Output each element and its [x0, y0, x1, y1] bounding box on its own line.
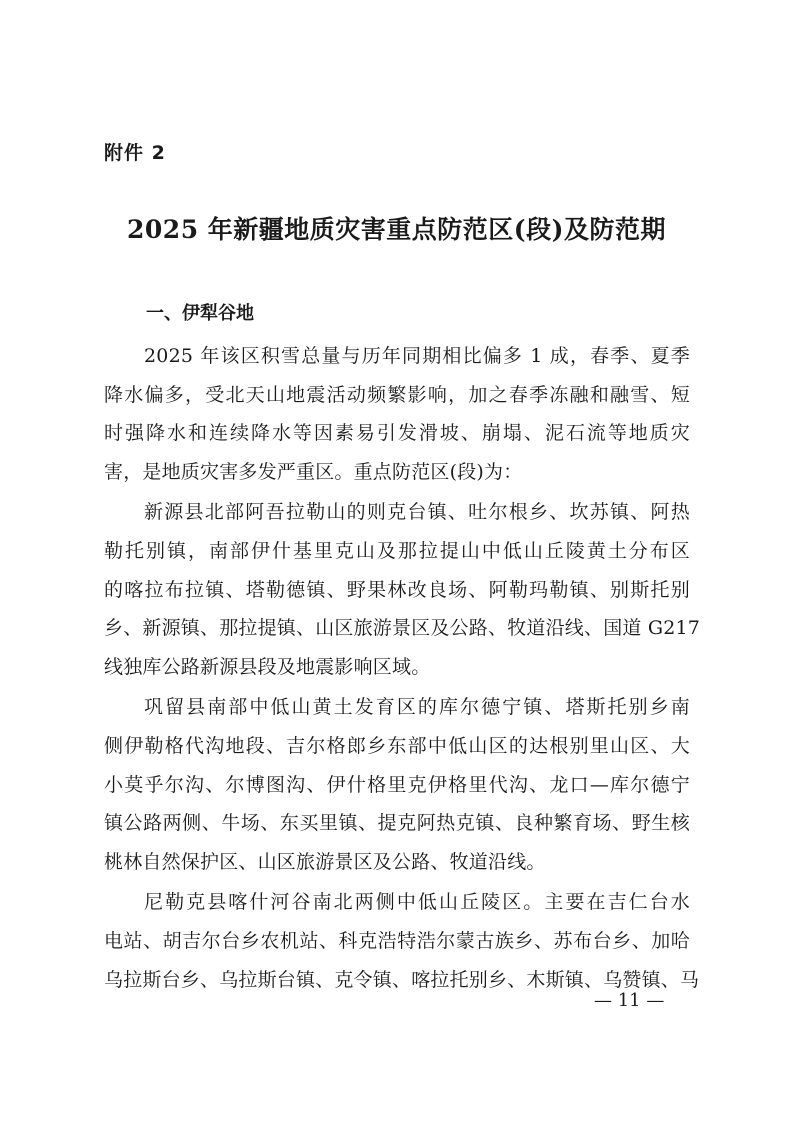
- paragraph: [104, 493, 701, 686]
- text-line: 电站、胡吉尔台乡农机站、科克浩特浩尔蒙古族乡、苏布台乡、加哈: [104, 929, 690, 952]
- text-line: 小莫乎尔沟、尔博图沟、伊什格里克伊格里代沟、龙口—库尔德宁: [104, 773, 690, 796]
- text-line: 新源县北部阿吾拉勒山的则克台镇、吐尔根乡、坎苏镇、阿热: [144, 501, 690, 524]
- text-line: 巩留县南部中低山黄土发育区的库尔德宁镇、塔斯托别乡南: [144, 696, 690, 719]
- text-line: 线独库公路新源县段及地震影响区域。: [104, 655, 431, 678]
- text-line: 2025 年该区积雪总量与历年同期相比偏多 1 成，春季、夏季: [144, 345, 690, 367]
- text-line: 尼勒克县喀什河谷南北两侧中低山丘陵区。主要在吉仁台水: [144, 891, 690, 914]
- text-line: 乌拉斯台乡、乌拉斯台镇、克令镇、喀拉托别乡、木斯镇、乌赞镇、马: [104, 968, 700, 991]
- attachment-label: 附件 2: [104, 142, 166, 164]
- text-line: 镇公路两侧、牛场、东买里镇、提克阿热克镇、良种繁育场、野生核: [104, 812, 690, 835]
- section-heading: 一、伊犁谷地: [146, 303, 254, 324]
- text-line: 勒托别镇，南部伊什基里克山及那拉提山中低山丘陵黄土分布区: [104, 539, 690, 562]
- text-line: 时强降水和连续降水等因素易引发滑坡、崩塌、泥石流等地质灾: [104, 422, 690, 445]
- text-line: 害，是地质灾害多发严重区。重点防范区(段)为：: [104, 460, 523, 483]
- text-line: 乡、新源镇、那拉提镇、山区旅游景区及公路、牧道沿线、国道 G217: [104, 617, 701, 640]
- paragraph: [104, 337, 690, 491]
- text-line: 桃林自然保护区、山区旅游景区及公路、牧道沿线。: [104, 850, 546, 873]
- document-title: 2025 年新疆地质灾害重点防范区(段)及防范期: [127, 215, 666, 244]
- text-line: 降水偏多，受北天山地震活动频繁影响，加之春季冻融和融雪、短: [104, 383, 690, 406]
- paragraph: [104, 688, 690, 881]
- text-line: 侧伊勒格代沟地段、吉尔格郎乡东部中低山区的达根别里山区、大: [104, 734, 690, 757]
- text-line: 的喀拉布拉镇、塔勒德镇、野果林改良场、阿勒玛勒镇、别斯托别: [104, 578, 690, 601]
- page-number: — 11 —: [594, 990, 665, 1011]
- paragraph: [104, 883, 700, 999]
- section-body: [104, 337, 701, 1001]
